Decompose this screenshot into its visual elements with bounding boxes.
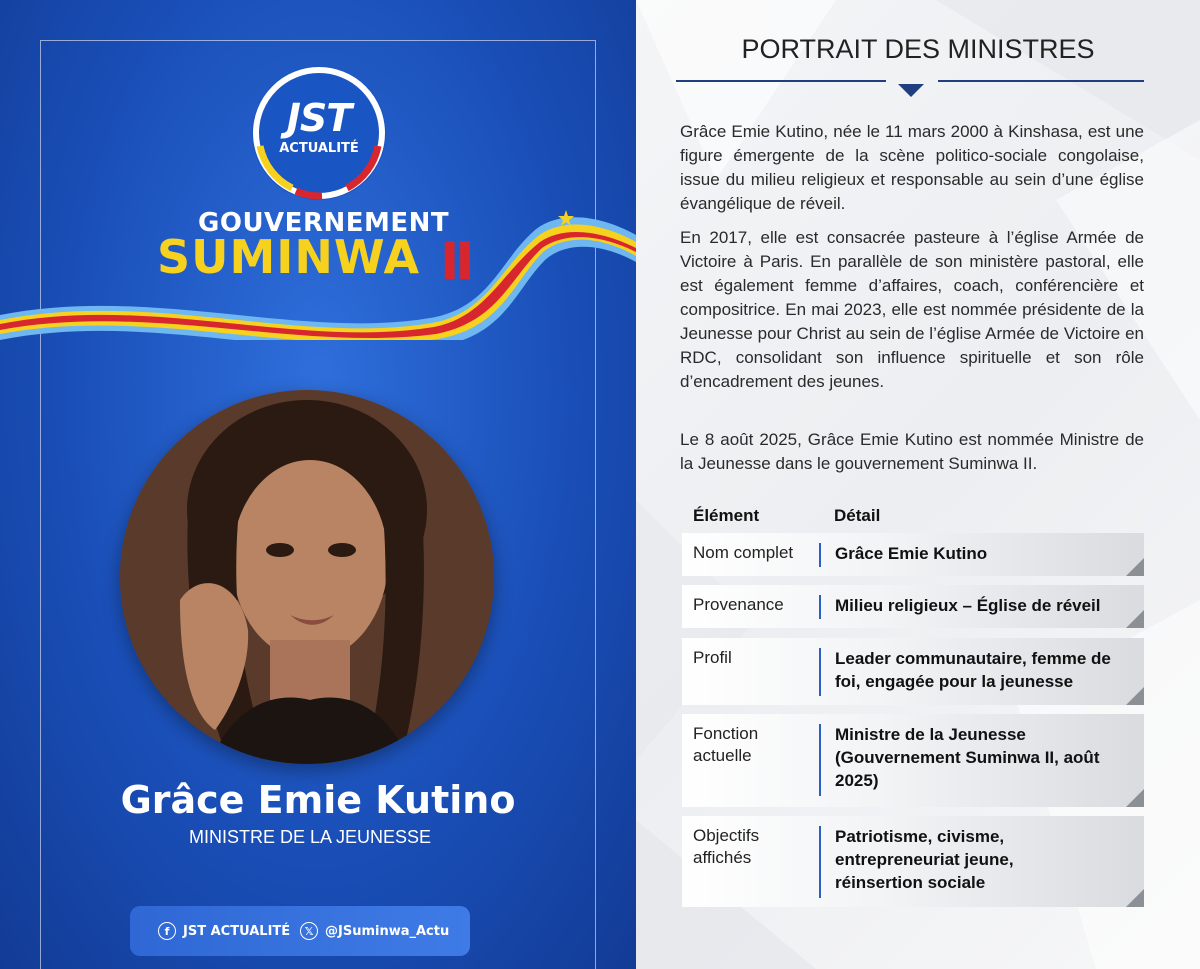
government-roman-numeral: II bbox=[440, 232, 471, 292]
row-divider bbox=[819, 543, 821, 567]
table-header-element: Élément bbox=[693, 506, 760, 525]
title-divider-right bbox=[938, 80, 1144, 82]
x-label: @JSuminwa_Actu bbox=[325, 923, 450, 939]
x-icon: 𝕏 bbox=[300, 922, 318, 940]
bio-paragraph: Le 8 août 2025, Grâce Emie Kutino est nommée Ministre de la Jeunesse dans le gouvernement Suminwa II. bbox=[680, 430, 1144, 473]
row-label: Provenance bbox=[693, 595, 784, 614]
row-divider bbox=[819, 724, 821, 796]
row-value: Leader communautaire, femme de foi, engagée pour la jeunesse bbox=[835, 649, 1111, 691]
table-row bbox=[682, 533, 1144, 576]
info-panel bbox=[636, 0, 1200, 969]
row-value: Ministre de la Jeunesse (Gouvernement Suminwa II, août 2025) bbox=[835, 725, 1100, 790]
table-row bbox=[682, 585, 1144, 628]
row-divider bbox=[819, 826, 821, 898]
social-footer bbox=[130, 906, 470, 956]
row-value: Milieu religieux – Église de réveil bbox=[835, 596, 1101, 615]
table-header-detail: Détail bbox=[834, 506, 881, 525]
facebook-icon: f bbox=[158, 922, 176, 940]
corner-accent bbox=[1126, 558, 1144, 576]
table-row bbox=[682, 816, 1144, 907]
government-label: GOUVERNEMENT bbox=[198, 208, 450, 238]
row-value: Patriotisme, civisme, entrepreneuriat jeune, réinsertion sociale bbox=[835, 827, 1014, 892]
bio-paragraph: En 2017, elle est consacrée pasteure à l’église Armée de Victoire à Paris. En parallèle de son ministère pastoral, elle est également femme d’affaires, coach, conférencière et compositrice. En mai 2023, elle est nommée présidente de la Jeunesse pour Christ au sein de l’église Armée de Victoire en RDC, consolidant son influence spirituelle et son rôle d’encadrement des jeunes. bbox=[680, 228, 1144, 391]
corner-accent bbox=[1126, 789, 1144, 807]
bio-paragraph: Grâce Emie Kutino, née le 11 mars 2000 à Kinshasa, est une figure émergente de la scène politico-sociale congolaise, issue du milieu religieux et responsable au sein d’une église évangélique de réveil. bbox=[680, 122, 1144, 213]
section-title: PORTRAIT DES MINISTRES bbox=[741, 34, 1095, 64]
minister-role: MINISTRE DE LA JEUNESSE bbox=[188, 827, 432, 847]
row-label: Nom complet bbox=[693, 543, 794, 562]
row-divider bbox=[819, 595, 821, 619]
row-value: Grâce Emie Kutino bbox=[835, 544, 988, 563]
government-name: SUMINWA bbox=[157, 230, 421, 284]
corner-accent bbox=[1126, 687, 1144, 705]
row-divider bbox=[819, 648, 821, 696]
jst-logo bbox=[252, 66, 386, 200]
table-row bbox=[682, 714, 1144, 807]
minister-portrait bbox=[120, 390, 494, 764]
row-label: Profil bbox=[693, 648, 732, 667]
facebook-link[interactable] bbox=[158, 922, 290, 940]
title-divider-left bbox=[676, 80, 886, 82]
x-link[interactable] bbox=[300, 922, 449, 940]
corner-accent bbox=[1126, 889, 1144, 907]
corner-accent bbox=[1126, 610, 1144, 628]
minister-name: Grâce Emie Kutino bbox=[120, 778, 516, 822]
row-label: Fonction actuelle bbox=[693, 724, 759, 765]
facebook-label: JST ACTUALITÉ bbox=[183, 923, 291, 939]
down-arrow-icon bbox=[898, 84, 924, 97]
table-row bbox=[682, 638, 1144, 705]
logo-wordmark: JST bbox=[286, 96, 352, 140]
row-label: Objectifs affichés bbox=[693, 826, 760, 867]
logo-subtitle: ACTUALITÉ bbox=[279, 141, 359, 156]
